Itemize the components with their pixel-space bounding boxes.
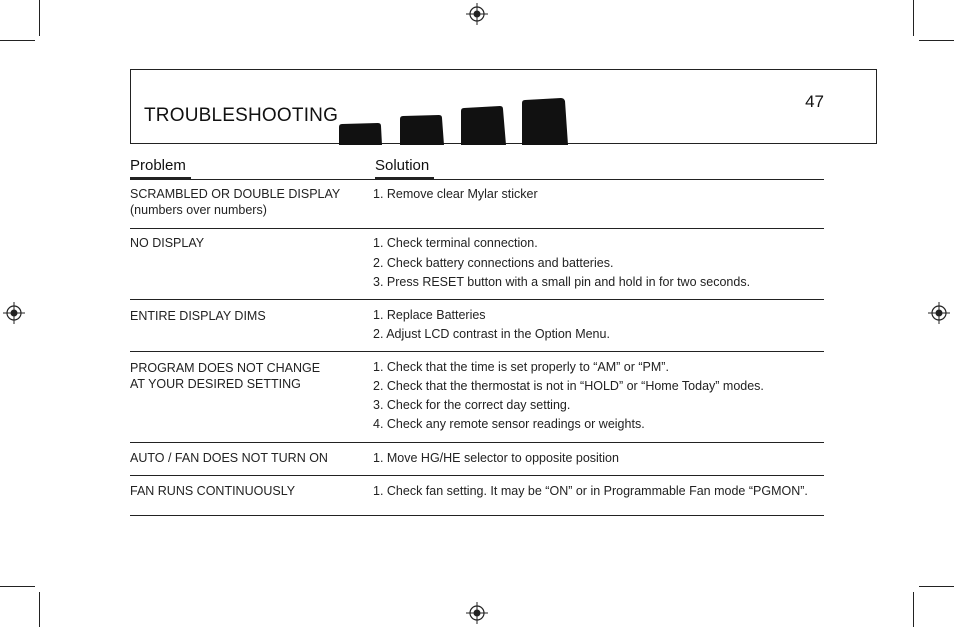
row-divider [130, 299, 824, 300]
column-header-problem [130, 157, 186, 174]
crop-mark-bottom-left-h [0, 586, 35, 587]
solution-step: 1. Move HG/HE selector to opposite position [373, 451, 619, 465]
crop-mark-top-right-h [919, 40, 954, 41]
row-divider [130, 515, 824, 516]
row-divider [130, 351, 824, 352]
problem-line: AUTO / FAN DOES NOT TURN ON [130, 451, 328, 465]
problem-cell [130, 186, 370, 218]
solution-step: 1. Check fan setting. It may be “ON” or in Programmable Fan mode “PGMON”. [373, 484, 808, 498]
solution-step: 1. Replace Batteries [373, 308, 486, 322]
problem-line: ENTIRE DISPLAY DIMS [130, 309, 266, 323]
solution-step: 3. Press RESET button with a small pin and hold in for two seconds. [373, 275, 751, 289]
problem-line: FAN RUNS CONTINUOUSLY [130, 484, 296, 498]
solution-step: 4. Check any remote sensor readings or weights. [373, 417, 645, 431]
crop-mark-top-right-v [913, 0, 914, 36]
crop-mark-bottom-right-v [913, 592, 914, 627]
registration-mark-icon [3, 302, 25, 324]
problem-line: NO DISPLAY [130, 236, 205, 250]
problem-cell [130, 308, 370, 324]
problem-line: AT YOUR DESIRED SETTING [130, 377, 301, 391]
problem-line: PROGRAM DOES NOT CHANGE [130, 361, 321, 375]
crop-mark-bottom-left-v [39, 592, 40, 627]
problem-line: SCRAMBLED OR DOUBLE DISPLAY [130, 187, 341, 201]
section-header [130, 69, 877, 144]
crop-mark-top-left-v [39, 0, 40, 36]
registration-mark-icon [466, 602, 488, 624]
crop-mark-top-left-h [0, 40, 35, 41]
problem-line: (numbers over numbers) [130, 203, 267, 217]
row-divider [130, 475, 824, 476]
solution-step: 2. Check that the thermostat is not in “HOLD” or “Home Today” modes. [373, 379, 764, 393]
registration-mark-icon [928, 302, 950, 324]
column-header-solution [375, 157, 429, 174]
page-number: 47 [805, 92, 824, 111]
registration-mark-icon [466, 3, 488, 25]
problem-cell [130, 450, 370, 466]
crop-mark-bottom-right-h [919, 586, 954, 587]
header-rule [130, 179, 824, 180]
solution-step: 2. Check battery connections and batteries. [373, 256, 614, 270]
row-divider [130, 228, 824, 229]
solution-step: 1. Check terminal connection. [373, 236, 538, 250]
solution-step: 2. Adjust LCD contrast in the Option Menu. [373, 327, 610, 341]
column-header-solution-label: Solution [375, 157, 430, 174]
problem-cell [130, 360, 370, 392]
solution-step: 3. Check for the correct day setting. [373, 398, 571, 412]
problem-cell [130, 483, 370, 499]
solution-step: 1. Check that the time is set properly to “AM” or “PM”. [373, 360, 669, 374]
problem-cell [130, 235, 370, 251]
row-divider [130, 442, 824, 443]
section-tabs-graphic [131, 70, 878, 145]
page-title: TROUBLESHOOTING [144, 105, 339, 126]
column-header-problem-label: Problem [130, 157, 186, 174]
solution-step: 1. Remove clear Mylar sticker [373, 187, 538, 201]
